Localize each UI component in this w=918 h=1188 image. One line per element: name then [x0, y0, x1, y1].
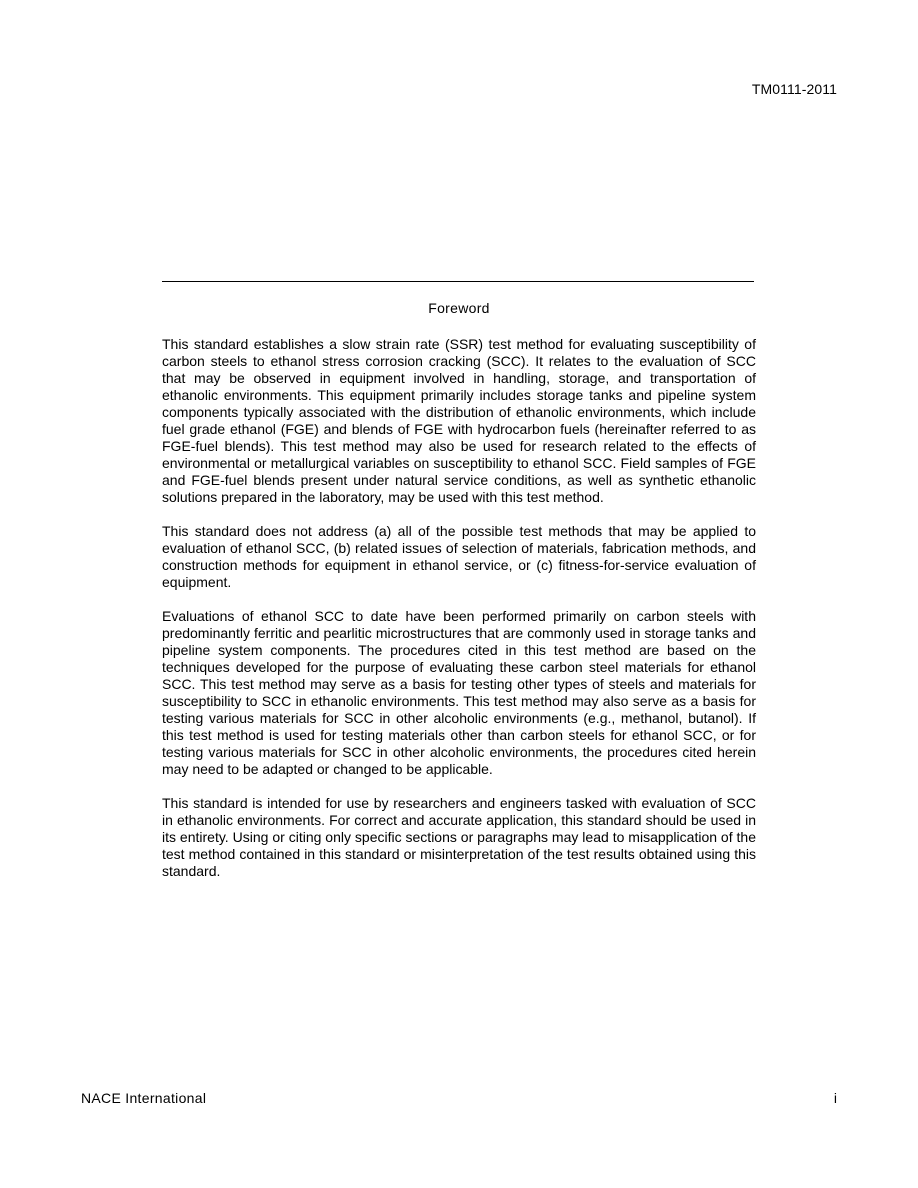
document-id: TM0111-2011: [751, 81, 837, 97]
foreword-paragraph: This standard establishes a slow strain rate (SSR) test method for evaluating susceptibility of carbon steels to ethanol stress corrosion cracking (SCC). It relates to the evaluation of SCC that may be observed in equipment involved in handling, storage, and transportation of ethanolic environments. This equipment primarily includes storage tanks and pipeline system components typically associated with the distribution of ethanolic environments, which include fuel grade ethanol (FGE) and blends of FGE with hydrocarbon fuels (hereinafter referred to as FGE-fuel blends). This test method may also be used for research related to the effects of environmental or metallurgical variables on susceptibility to ethanol SCC. Field samples of FGE and FGE-fuel blends present under natural service conditions, as well as synthetic ethanolic solutions prepared in the laboratory, may be used with this test method.: [162, 336, 756, 505]
foreword-body: [162, 336, 756, 897]
foreword-paragraph: This standard does not address (a) all of the possible test methods that may be applied to evaluation of ethanol SCC, (b) related issues of selection of materials, fabrication methods, and construction methods for equipment in ethanol service, or (c) fitness-for-service evaluation of equipment.: [162, 523, 756, 590]
footer-page-number: i: [833, 1090, 837, 1106]
foreword-paragraph: This standard is intended for use by researchers and engineers tasked with evaluation of SCC in ethanolic environments. For correct and accurate application, this standard should be used in its entirety. Using or citing only specific sections or paragraphs may lead to misapplication of the test method contained in this standard or misinterpretation of the test results obtained using this standard.: [162, 795, 756, 879]
foreword-paragraph: Evaluations of ethanol SCC to date have been performed primarily on carbon steels with predominantly ferritic and pearlitic microstructures that are commonly used in storage tanks and pipeline system components. The procedures cited in this test method are based on the techniques developed for the purpose of evaluating these carbon steel materials for ethanol SCC. This test method may serve as a basis for testing other types of steels and materials for susceptibility to SCC in ethanolic environments. This test method may also serve as a basis for testing various materials for SCC in other alcoholic environments (e.g., methanol, butanol). If this test method is used for testing materials other than carbon steels for ethanol SCC, or for testing various materials for SCC in other alcoholic environments, the procedures cited herein may need to be adapted or changed to be applicable.: [162, 608, 756, 777]
foreword-title: Foreword: [428, 300, 490, 316]
heading-divider: [162, 281, 754, 282]
footer-organization: NACE International: [81, 1090, 207, 1106]
